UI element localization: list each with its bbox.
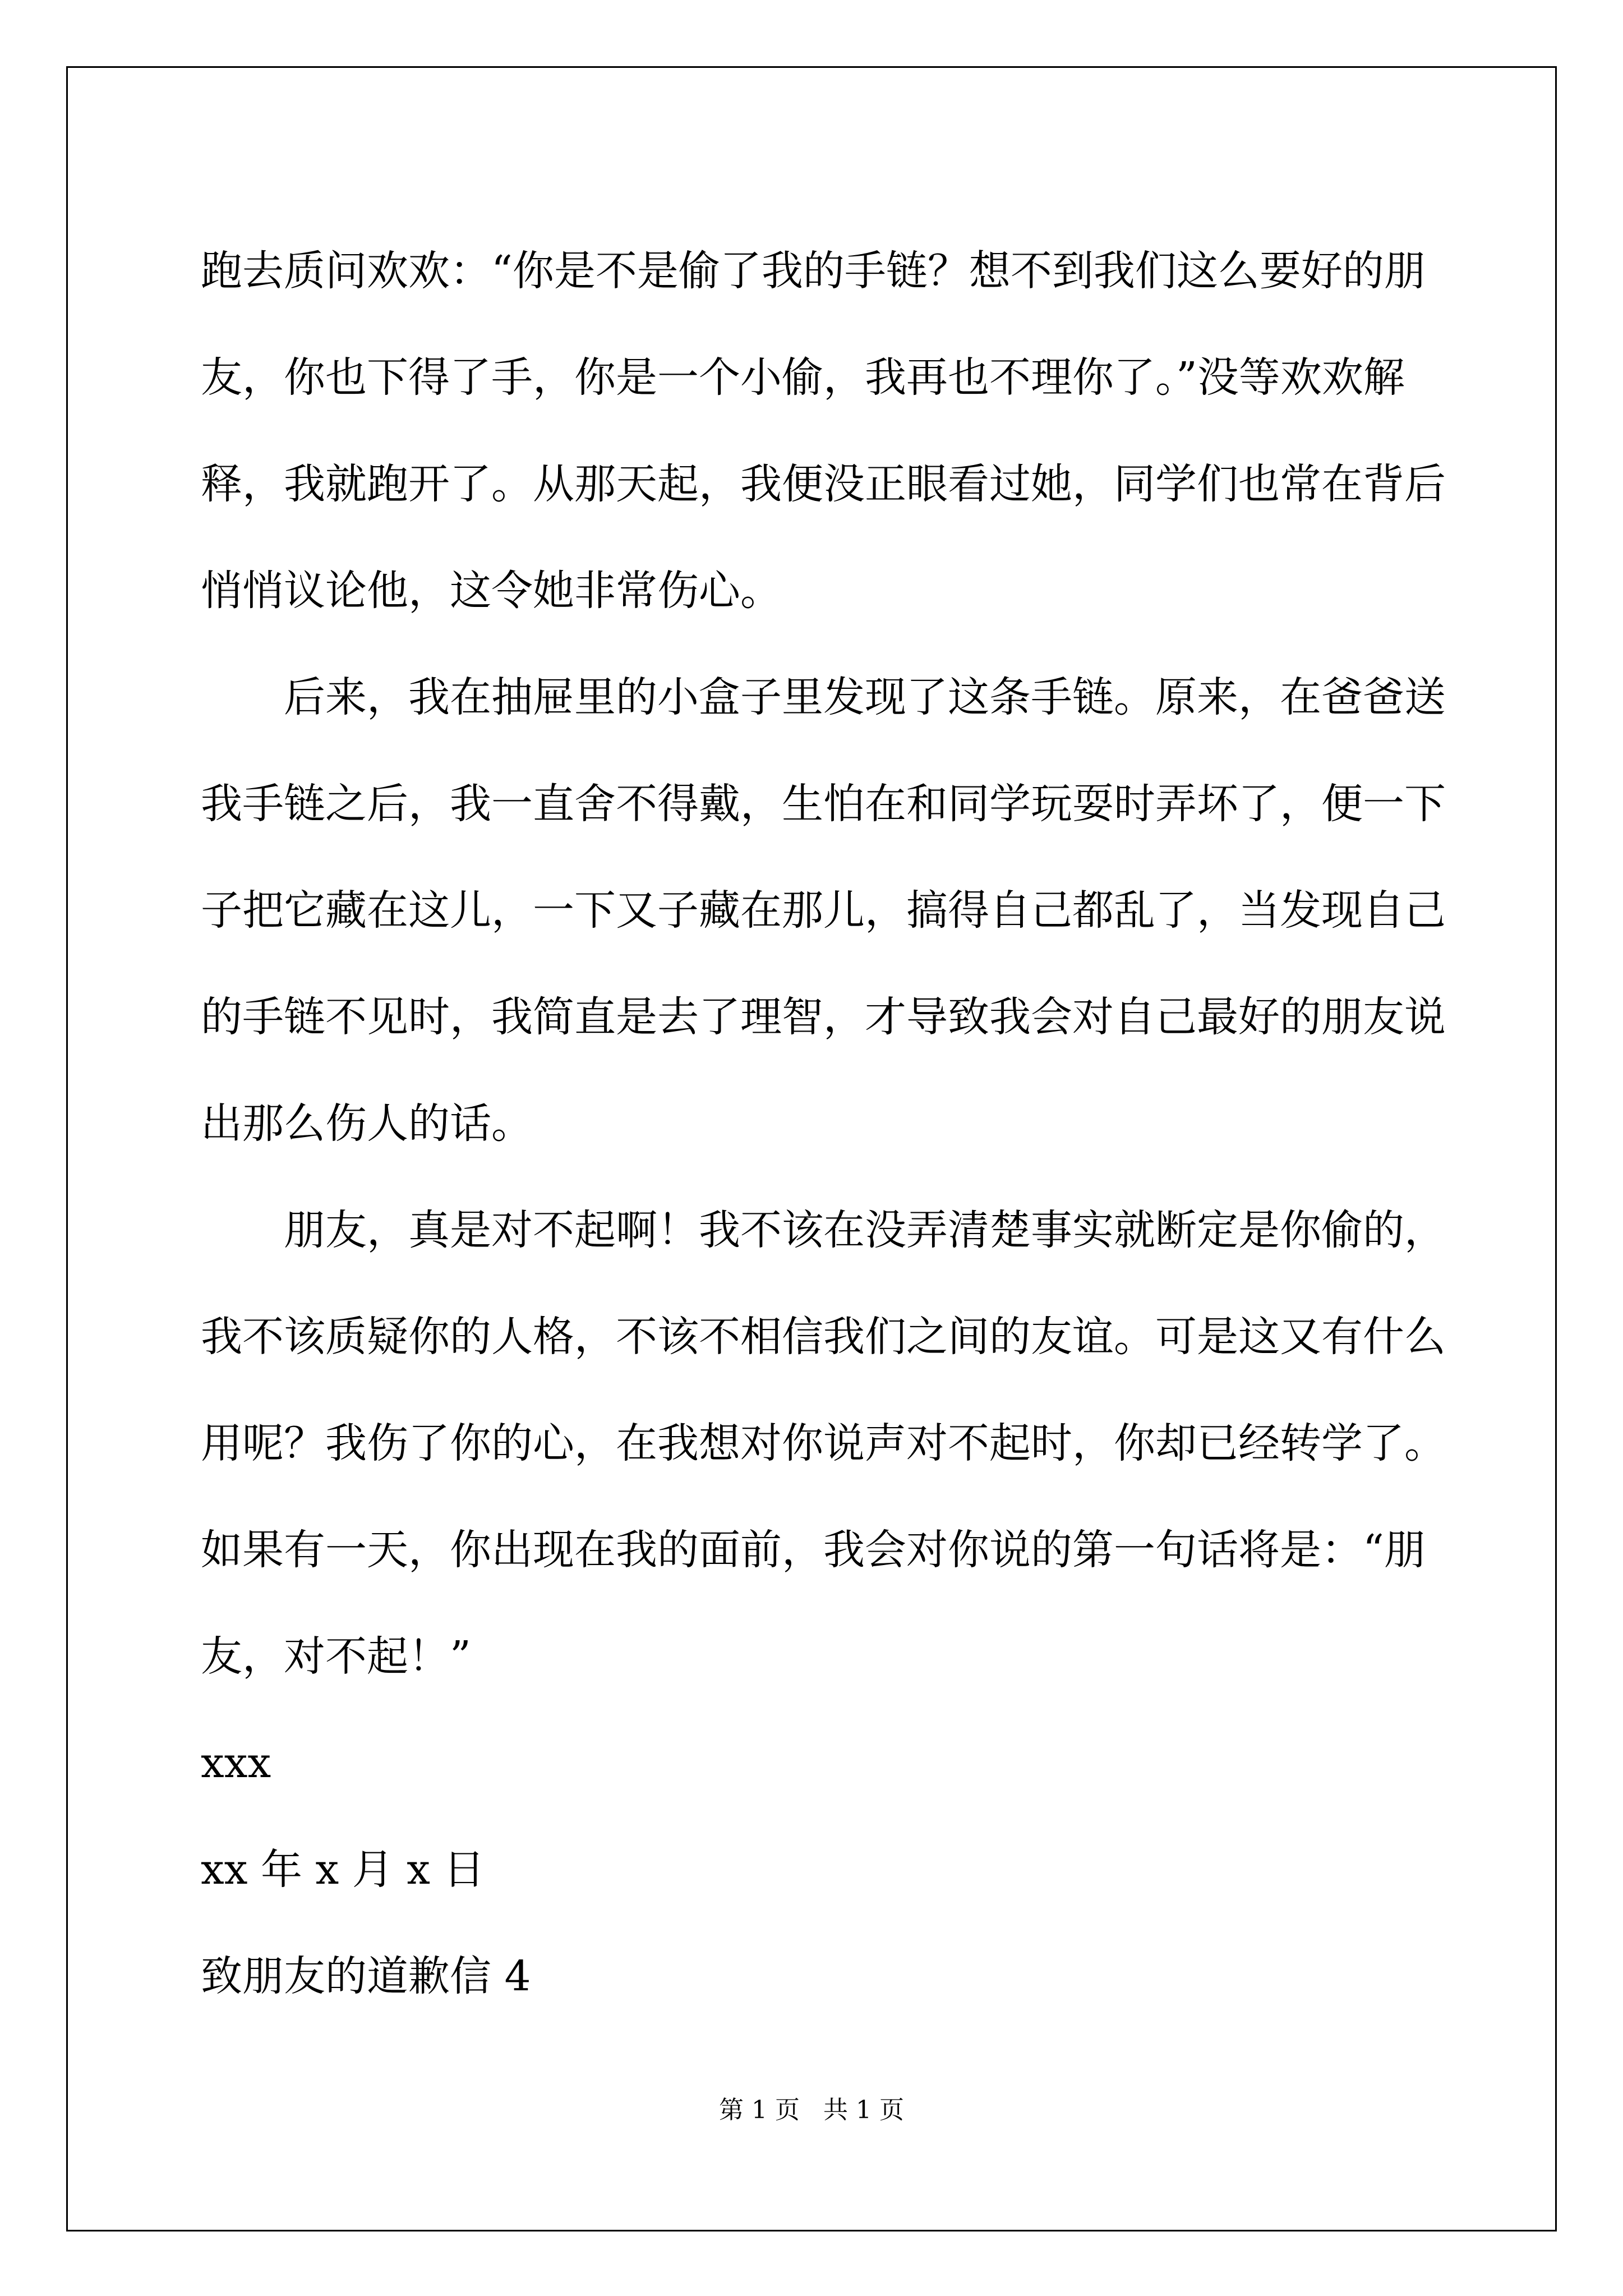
signature: xxx — [201, 1739, 271, 1787]
text-line: 我不该质疑你的人格，不该不相信我们之间的友谊。可是这又有什么 — [201, 1313, 1446, 1361]
text-line: 释，我就跑开了。从那天起，我便没正眼看过她，同学们也常在背后 — [201, 460, 1446, 508]
page-footer: 第 1 页 共 1 页 — [719, 2096, 904, 2124]
paragraph-start-line: 朋友，真是对不起啊！我不该在没弄清楚事实就断定是你偷的， — [284, 1206, 1446, 1254]
next-letter-title: 致朋友的道歉信 4 — [201, 1952, 531, 2000]
text-line: 用呢？我伤了你的心，在我想对你说声对不起时，你却已经转学了。 — [201, 1419, 1446, 1467]
paragraph-start-line: 后来，我在抽屉里的小盒子里发现了这条手链。原来，在爸爸送 — [284, 673, 1446, 721]
text-line: 如果有一天，你出现在我的面前，我会对你说的第一句话将是：“朋 — [201, 1526, 1426, 1574]
text-line: 悄悄议论他，这令她非常伤心。 — [201, 567, 782, 615]
text-line: 出那么伤人的话。 — [201, 1099, 533, 1148]
letter-body — [201, 218, 1446, 2030]
text-line: 友，你也下得了手，你是一个小偷，我再也不理你了。”没等欢欢解 — [201, 353, 1405, 402]
date-line: xx 年 x 月 x 日 — [201, 1846, 485, 1894]
text-line: 我手链之后，我一直舍不得戴，生怕在和同学玩耍时弄坏了，便一下 — [201, 780, 1446, 828]
text-line: 的手链不见时，我简直是去了理智，才导致我会对自己最好的朋友说 — [201, 993, 1446, 1041]
text-line: 跑去质问欢欢：“你是不是偷了我的手链？想不到我们这么要好的朋 — [201, 247, 1426, 295]
text-line: 友，对不起！” — [201, 1632, 471, 1681]
text-line: 子把它藏在这儿，一下又子藏在那儿，搞得自己都乱了，当发现自己 — [201, 886, 1446, 935]
